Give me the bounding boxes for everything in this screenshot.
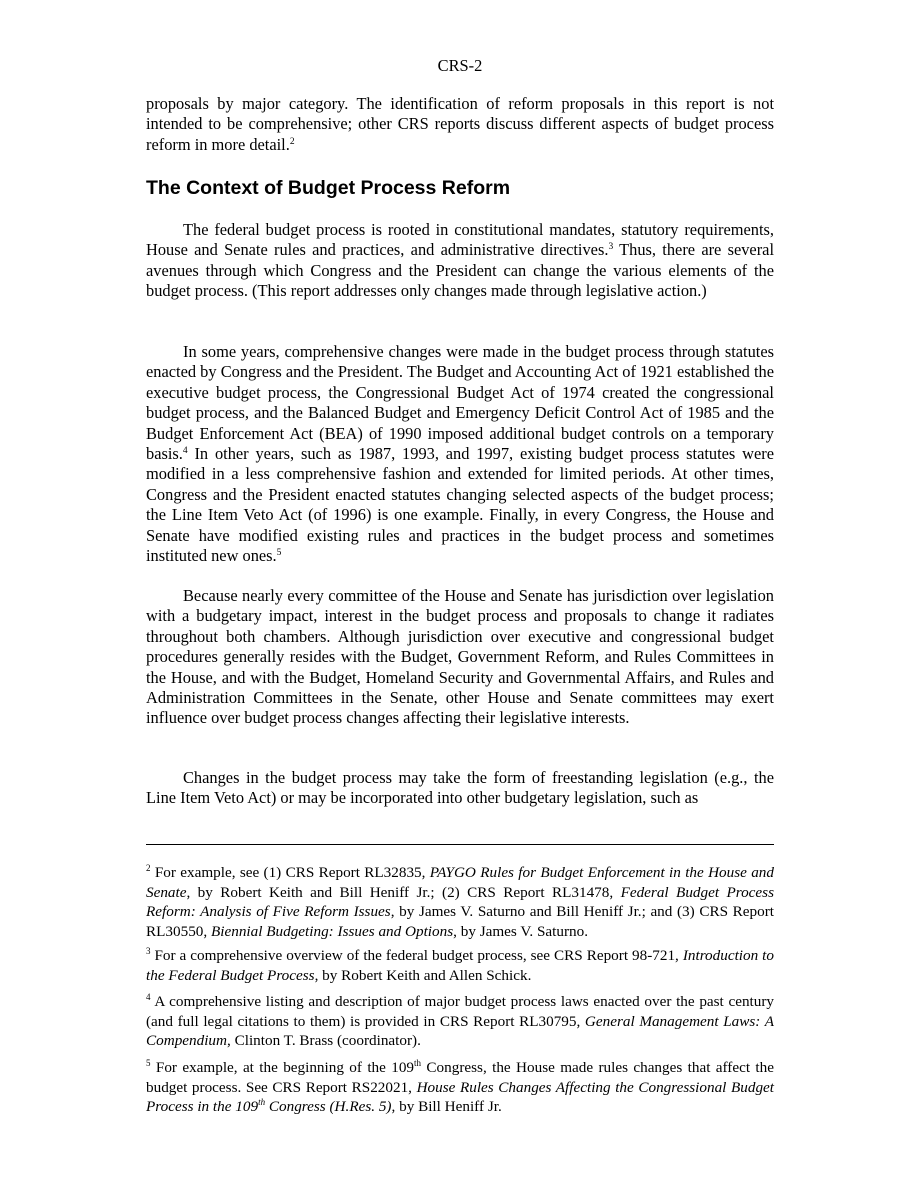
footnote-5-title-2: Congress (H.Res. 5) [265, 1098, 392, 1116]
footnote-2-title-3: Biennial Budgeting: Issues and Options [210, 923, 454, 941]
footnote-5-text-2: Congress, the House made rules changes that affect the budget process. See CRS Report RS22021, [146, 1059, 774, 1096]
footnote-3-number: 3 [146, 946, 151, 956]
footnote-ref-5[interactable]: 5 [276, 548, 282, 559]
intro-paragraph [146, 94, 774, 155]
section-heading: The Context of Budget Process Reform [146, 177, 511, 199]
footnote-4 [146, 992, 774, 1051]
footnote-3-text: For a comprehensive overview of the federal budget process, see CRS Report 98-721, [150, 947, 683, 964]
footnote-4-title: General Management Laws: A Compendium [146, 1012, 774, 1050]
footnote-5-title: House Rules Changes Affecting the Congressional Budget Process in the 109 [146, 1078, 774, 1116]
paragraph-3: Because nearly every committee of the House and Senate has jurisdiction over legislation with a budgetary impact, interest in the budget process and proposals to change it radiates throughout both chambers. Although jurisdiction over executive and congressional budget procedures generally resides with the Budget, Government Reform, and Rules Committees in the House, and with the Budget, Homeland Security and Governmental Affairs, and Rules and Administration Committees in the Senate, other House and Senate committees may exert influence over budget process changes affecting their legislative interests. [146, 586, 774, 728]
footnote-4-number: 4 [146, 992, 151, 1002]
footnote-2-title-2: Federal Budget Process Reform: Analysis of Five Reform Issues [146, 883, 774, 921]
footnote-divider [146, 844, 774, 845]
paragraph-1-text-b: Thus, there are several avenues through which Congress and the President can change the various elements of the budget process. (This report addresses only changes made through legislative action.) [146, 240, 774, 301]
footnote-5-ordinal-1: th [414, 1058, 422, 1068]
footnote-2-text-3: , by James V. Saturno and Bill Heniff Jr.; and (3) CRS Report RL30550, [146, 903, 774, 941]
footnote-4-text: A comprehensive listing and description of major budget process laws enacted over the past century (and full legal citations to them) is provided in CRS Report RL30795, [146, 993, 774, 1030]
footnote-5 [146, 1058, 774, 1117]
footnote-3-title: Introduction to the Federal Budget Process [146, 947, 774, 984]
footnote-4-text-2: , Clinton T. Brass (coordinator). [227, 1032, 421, 1050]
footnote-2-text-2: , by Robert Keith and Bill Heniff Jr.; (2) CRS Report RL31478, [186, 883, 621, 901]
footnote-2 [146, 863, 774, 942]
page-number-header: CRS-2 [437, 56, 483, 75]
footnote-5-text: For example, at the beginning of the 109 [150, 1059, 415, 1076]
paragraph-2-text-b: In other years, such as 1987, 1993, and 1997, existing budget process statutes were modified in a less comprehensive fashion and extended for limited periods. At other times, Congress and the President enacted statutes changing selected aspects of the budget process; the Line Item Veto Act (of 1996) is one example. Finally, in every Congress, the House and Senate have modified existing rules and practices in the budget process and sometimes instituted new ones. [146, 444, 774, 566]
paragraph-2-text-a: In some years, comprehensive changes were made in the budget process through statutes enacted by Congress and the President. The Budget and Accounting Act of 1921 established the executive budget process, the Congressional Budget Act of 1974 created the congressional budget process, and the Balanced Budget and Emergency Deficit Control Act of 1985 and the Budget Enforcement Act (BEA) of 1990 imposed additional budget controls on a temporary basis. [146, 342, 774, 464]
paragraph-4: Changes in the budget process may take the form of freestanding legislation (e.g., the Line Item Veto Act) or may be incorporated into other budgetary legislation, such as [146, 768, 774, 808]
paragraph-2 [146, 342, 774, 566]
footnote-2-number: 2 [146, 863, 151, 873]
footnote-3 [146, 946, 774, 985]
footnote-ref-2[interactable]: 2 [289, 136, 295, 147]
footnote-2-text: For example, see (1) CRS Report RL32835, [150, 864, 430, 881]
paragraph-1-text-a: The federal budget process is rooted in constitutional mandates, statutory requirements, House and Senate rules and practices, and administrative directives. [146, 220, 774, 260]
paragraph-1 [146, 220, 774, 302]
footnote-2-text-4: , by James V. Saturno. [453, 923, 588, 941]
footnote-ref-4[interactable]: 4 [182, 446, 188, 457]
footnote-5-number: 5 [146, 1058, 151, 1068]
footnote-ref-3[interactable]: 3 [608, 242, 614, 253]
footnote-5-text-3: , by Bill Heniff Jr. [391, 1098, 502, 1116]
footnote-3-text-2: , by Robert Keith and Allen Schick. [314, 966, 532, 984]
footnote-5-ordinal-2: th [258, 1097, 266, 1108]
intro-text: proposals by major category. The identification of reform proposals in this report is not intended to be comprehensive; other CRS reports discuss different aspects of budget process reform in more detail. [146, 94, 774, 154]
footnote-2-title-1: PAYGO Rules for Budget Enforcement in the House and Senate [146, 864, 774, 901]
